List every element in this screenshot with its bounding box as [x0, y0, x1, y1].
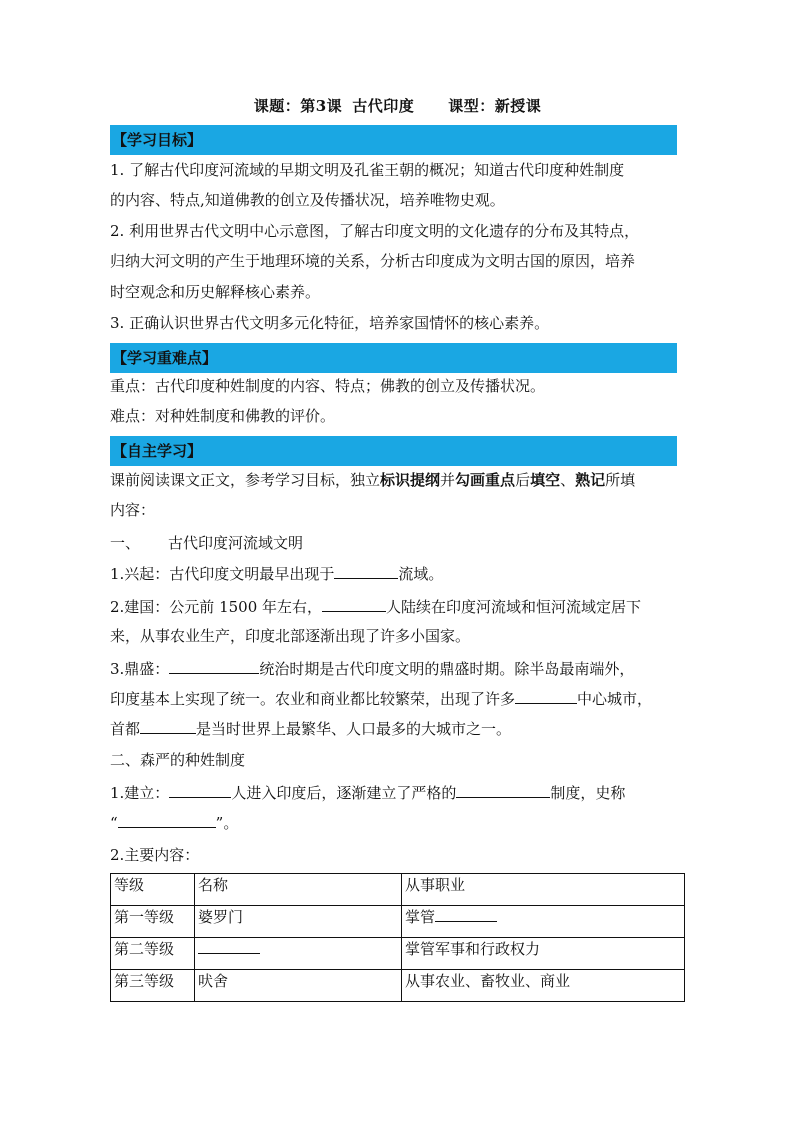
goal-2-line-3: 时空观念和历史解释核心素养。: [110, 283, 321, 301]
page-title: [110, 95, 685, 116]
table-cell: 第一等级: [111, 906, 195, 938]
table-cell: 从事农业、畜牧业、商业: [402, 970, 685, 1002]
table-row: [111, 938, 685, 970]
emphasis-outline: 标识提纲: [380, 471, 441, 489]
blank-establish-system[interactable]: [456, 782, 550, 798]
table-cell: 婆罗门: [195, 906, 402, 938]
section-bar-selfstudy: 【自主学习】: [110, 436, 677, 466]
table-row: [111, 906, 685, 938]
item-founding: 2.建国：公元前 1500 年左右， 人陆续在印度河流域和恒河流域定居下: [110, 598, 642, 616]
title-type: 课型：新授课: [448, 97, 542, 115]
blank-establish-people[interactable]: [169, 782, 231, 798]
selfstudy-intro: 课前阅读课文正文，参考学习目标，独立标识提纲并勾画重点后填空、熟记所填: [110, 471, 636, 489]
emphasis-fill: 填空: [530, 471, 561, 489]
goal-1-line-1: 1. 了解古代印度河流域的早期文明及孔雀王朝的概况；知道古代印度种姓制度: [110, 161, 625, 179]
blank-peak-capital[interactable]: [140, 718, 196, 734]
goal-3: 3. 正确认识世界古代文明多元化特征，培养家国情怀的核心素养。: [110, 314, 550, 332]
emphasis-highlight: 勾画重点: [455, 471, 516, 489]
blank-rise[interactable]: [334, 563, 398, 579]
section-bar-goals: 【学习目标】: [110, 125, 677, 155]
content-label: 2.主要内容：: [110, 846, 200, 864]
selfstudy-intro-line-2: 内容：: [110, 501, 156, 519]
goal-1-line-2: 的内容、特点,知道佛教的创立及传播状况，培养唯物史观。: [110, 191, 505, 209]
goal-2-line-2: 归纳大河文明的产生于地理环境的关系，分析古印度成为文明古国的原因，培养: [110, 252, 636, 270]
section-2-heading: 二、森严的种姓制度: [110, 751, 246, 769]
table-header-cell: 等级: [111, 874, 195, 906]
table-cell: 吠舍: [195, 970, 402, 1002]
blank-brahmin-duty[interactable]: [435, 906, 497, 922]
blank-second-caste-name[interactable]: [198, 938, 260, 954]
item-establish-line-2: “ ”。: [110, 814, 239, 832]
section-bar-keypoints: 【学习重难点】: [110, 343, 677, 373]
table-header-cell: 名称: [195, 874, 402, 906]
title-lesson: 古代印度: [352, 97, 415, 115]
blank-peak-dynasty[interactable]: [169, 658, 259, 674]
item-peak-line-2: 印度基本上实现了统一。农业和商业都比较繁荣，出现了许多 中心城市，: [110, 690, 653, 708]
item-rise: 1.兴起：古代印度文明最早出现于 流域。: [110, 565, 444, 583]
table-cell: 第二等级: [111, 938, 195, 970]
caste-table: [110, 873, 685, 1002]
table-cell: [195, 938, 402, 970]
keypoint-difficult: 难点：对种姓制度和佛教的评价。: [110, 407, 336, 425]
item-peak: 3.鼎盛： 统治时期是古代印度文明的鼎盛时期。除半岛最南端外，: [110, 660, 635, 678]
table-header-cell: 从事职业: [402, 874, 685, 906]
keypoint-important: 重点：古代印度种姓制度的内容、特点；佛教的创立及传播状况。: [110, 377, 546, 395]
blank-founding[interactable]: [322, 596, 386, 612]
item-founding-line-2: 来，从事农业生产，印度北部逐渐出现了许多小国家。: [110, 627, 471, 645]
section-1-heading: 一、 古代印度河流域文明: [110, 534, 304, 552]
table-header-row: [111, 874, 685, 906]
blank-peak-cities[interactable]: [515, 688, 577, 704]
table-cell: 第三等级: [111, 970, 195, 1002]
item-establish: 1.建立： 人进入印度后，逐渐建立了严格的 制度，史称: [110, 784, 626, 802]
blank-establish-term[interactable]: [118, 812, 216, 828]
table-cell: 掌管军事和行政权力: [402, 938, 685, 970]
table-cell: 掌管: [402, 906, 685, 938]
goal-2-line-1: 2. 利用世界古代文明中心示意图，了解古印度文明的文化遗存的分布及其特点，: [110, 222, 640, 240]
title-topic: 课题：第3课: [253, 97, 343, 115]
table-row: [111, 970, 685, 1002]
emphasis-memorize: 熟记: [575, 471, 606, 489]
item-peak-line-3: 首都 是当时世界上最繁华、人口最多的大城市之一。: [110, 720, 512, 738]
